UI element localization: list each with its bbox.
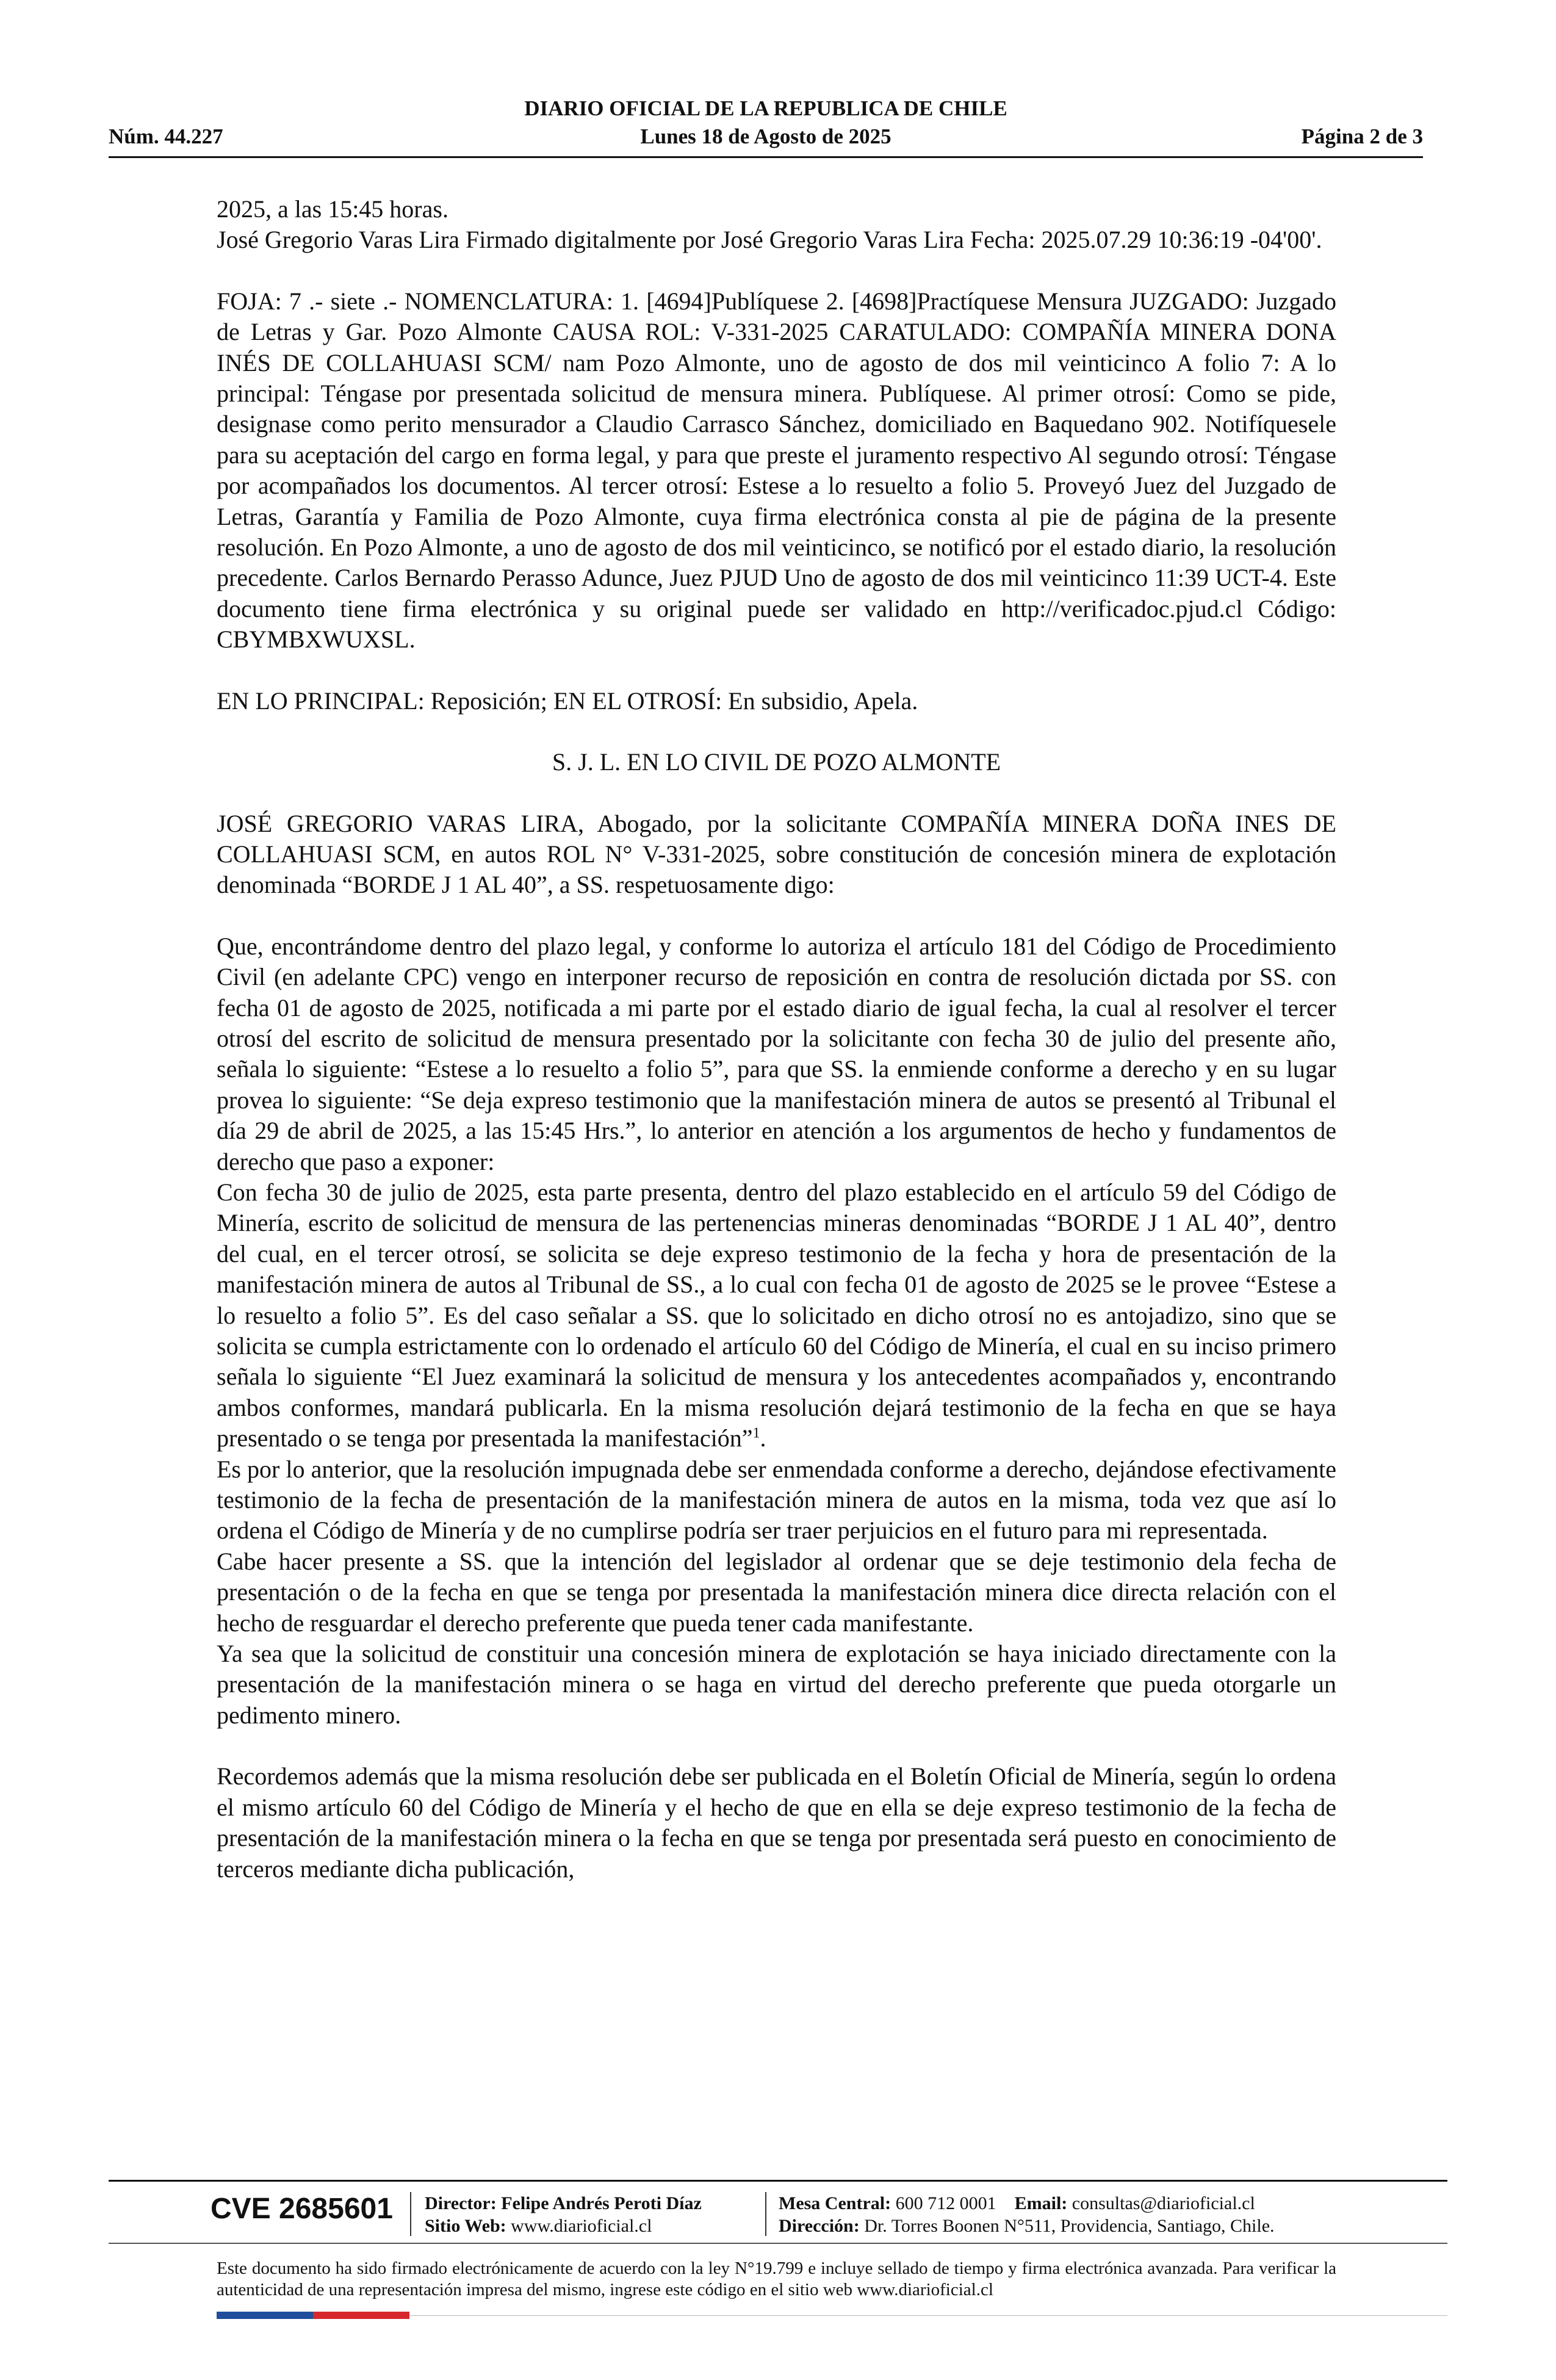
footer-contact-block xyxy=(779,2192,1275,2237)
paragraph: EN LO PRINCIPAL: Reposición; EN EL OTROSÍ: En subsidio, Apela. xyxy=(217,687,918,715)
address-label: Dirección: xyxy=(779,2216,860,2236)
paragraph xyxy=(217,1177,1336,1454)
phone-number: 600 712 0001 xyxy=(895,2193,996,2213)
address-line xyxy=(779,2215,1275,2237)
paragraph: José Gregorio Varas Lira Firmado digitalmente por José Gregorio Varas Lira Fecha: 2025.07.29 10:36:19 -04'00'. xyxy=(217,226,1322,254)
footnote-ref: 1 xyxy=(752,1425,760,1441)
paragraph: FOJA: 7 .- siete .- NOMENCLATURA: 1. [4694]Publíquese 2. [4698]Practíquese Mensura JUZGADO: Juzgado de Letras y Gar. Pozo Almonte CAUSA ROL: V-331-2025 CARATULADO: COMPAÑÍA MINERA DONA INÉS DE COLLAHUASI SCM/ nam Pozo Almonte, uno de agosto de dos mil veinticinco A folio 7: A lo principal: Téngase por presentada solicitud de mensura minera. Publíquese. Al primer otrosí: Como se pide, designase como perito mensurador a Claudio Carrasco Sánchez, domiciliado en Baquedano 902. Notifíquesele para su aceptación del cargo en forma legal, y para que preste el juramento respectivo Al segundo otrosí: Téngase por acompañados los documentos. Al tercer otrosí: Estese a lo resuelto a folio 5. Proveyó Juez del Juzgado de Letras, Garantía y Familia de Pozo Almonte, cuya firma electrónica consta al pie de página de la presente resolución. En Pozo Almonte, a uno de agosto de dos mil veinticinco, se notificó por el estado diario, la resolución precedente. Carlos Bernardo Perasso Adunce, Juez PJUD Uno de agosto de dos mil veinticinco 11:39 UCT-4. Este documento tiene firma electrónica y su original puede ser validado en http://verificadoc.pjud.cl Código: CBYMBXWUXSL. xyxy=(217,287,1336,654)
director-label: Director: xyxy=(425,2193,497,2213)
paragraph: Ya sea que la solicitud de constituir una concesión minera de explotación se haya iniciado directamente con la presentación de la manifestación minera o se haga en virtud del derecho preferente que pueda otorgarle un pedimento minero. xyxy=(217,1640,1336,1729)
issue-date: Lunes 18 de Agosto de 2025 xyxy=(640,124,891,148)
website-line xyxy=(425,2215,702,2237)
paragraph: Cabe hacer presente a SS. que la intención del legislador al ordenar que se deje testimonio dela fecha de presentación o de la fecha en que se tenga por presentada la manifestación minera dice directa relación con el hecho de resguardar el derecho preferente que pueda tener cada manifestante. xyxy=(217,1547,1336,1637)
paragraph: Es por lo anterior, que la resolución impugnada debe ser enmendada conforme a derecho, dejándose efectivamente testimonio de la fecha de presentación de la manifestación minera de autos en la misma, toda vez que así lo ordena el Código de Minería y de no cumplirse podría ser traer perjuicios en el futuro para mi representada. xyxy=(217,1455,1336,1545)
flag-stripe-red xyxy=(313,2312,409,2319)
website-label: Sitio Web: xyxy=(425,2216,506,2236)
court-heading: S. J. L. EN LO CIVIL DE POZO ALMONTE xyxy=(552,748,1001,776)
paragraph: Que, encontrándome dentro del plazo legal, y conforme lo autoriza el artículo 181 del Código de Procedimiento Civil (en adelante CPC) vengo en interponer recurso de reposición en contra de resolución dictada por SS. con fecha 01 de agosto de 2025, notificada a mi parte por el estado diario de igual fecha, la cual al resolver el tercer otrosí del escrito de solicitud de mensura presentado por la solicitante con fecha 30 de julio del presente año, señala lo siguiente: “Estese a lo resuelto a folio 5”, para que SS. la enmiende conforme a derecho y en su lugar provea lo siguiente: “Se deja expreso testimonio que la manifestación minera de autos se presentó al Tribunal el día 29 de abril de 2025, a las 15:45 Hrs.”, lo anterior en atención a los argumentos de hecho y fundamentos de derecho que paso a exponer: xyxy=(217,932,1336,1175)
page-header xyxy=(109,93,1423,154)
footer-separator xyxy=(765,2192,766,2236)
document-body xyxy=(217,194,1336,1884)
paragraph: Recordemos además que la misma resolución debe ser publicada en el Boletín Oficial de Minería, según lo ordena el mismo artículo 60 del Código de Minería y el hecho de que en ella se deje expreso testimonio de la fecha de presentación de la manifestación minera o la fecha en que se tenga por presentada será puesto en conocimiento de terceros mediante dicha publicación, xyxy=(217,1762,1336,1883)
paragraph-text: Con fecha 30 de julio de 2025, esta parte presenta, dentro del plazo establecido en el artículo 59 del Código de Minería, escrito de solicitud de mensura de las pertenencias mineras denominadas “BORDE J 1 AL 40”, dentro del cual, en el tercer otrosí, se solicita se deje expreso testimonio de la fecha y hora de presentación de la manifestación minera de autos al Tribunal de SS., a lo cual con fecha 01 de agosto de 2025 se le provee “Estese a lo resuelto a folio 5”. Es del caso señalar a SS. que lo solicitado en dicho otrosí no es antojadizo, sino que se solicita se cumpla estrictamente con lo ordenado el artículo 60 del Código de Minería, el cual en su inciso primero señala lo siguiente “El Juez examinará la solicitud de mensura y los antecedentes acompañados y, encontrando ambos conformes, mandará publicarla. En la misma resolución dejará testimonio de la fecha en que se haya presentado o se tenga por presentada la manifestación” xyxy=(217,1178,1336,1452)
address: Dr. Torres Boonen N°511, Providencia, Santiago, Chile. xyxy=(864,2216,1275,2236)
email-label: Email: xyxy=(1014,2193,1068,2213)
header-divider xyxy=(109,156,1423,158)
flag-stripe-blue xyxy=(217,2312,313,2319)
legal-notice: Este documento ha sido firmado electrónicamente de acuerdo con la ley N°19.799 e incluye sellado de tiempo y firma electrónica avanzada. Para verificar la autenticidad de una representación impresa del mismo, ingrese este código en el sitio web www.diarioficial.cl xyxy=(217,2259,1336,2299)
paragraph-end: . xyxy=(760,1424,766,1452)
footer-separator xyxy=(410,2192,411,2236)
contact-line xyxy=(779,2192,1275,2215)
director-line xyxy=(425,2192,702,2215)
paragraph: JOSÉ GREGORIO VARAS LIRA, Abogado, por la solicitante COMPAÑÍA MINERA DOÑA INES DE COLLAHUASI SCM, en autos ROL N° V-331-2025, sobre constitución de concesión minera de explotación denominada “BORDE J 1 AL 40”, a SS. respetuosamente digo: xyxy=(217,809,1336,899)
footer-line xyxy=(409,2315,1447,2316)
newspaper-title: DIARIO OFICIAL DE LA REPUBLICA DE CHILE xyxy=(524,96,1007,120)
cve-code: CVE 2685601 xyxy=(211,2193,393,2225)
footer-divider xyxy=(109,2243,1447,2244)
phone-label: Mesa Central: xyxy=(779,2193,891,2213)
footer-director-block xyxy=(425,2192,702,2237)
footer-divider xyxy=(109,2180,1447,2182)
website-link[interactable]: www.diarioficial.cl xyxy=(511,2216,652,2236)
director-name: Felipe Andrés Peroti Díaz xyxy=(501,2193,702,2213)
issue-number: Núm. 44.227 xyxy=(109,124,223,148)
paragraph: 2025, a las 15:45 horas. xyxy=(217,195,448,223)
email-link[interactable]: consultas@diarioficial.cl xyxy=(1072,2193,1255,2213)
page-number: Página 2 de 3 xyxy=(1301,124,1423,148)
